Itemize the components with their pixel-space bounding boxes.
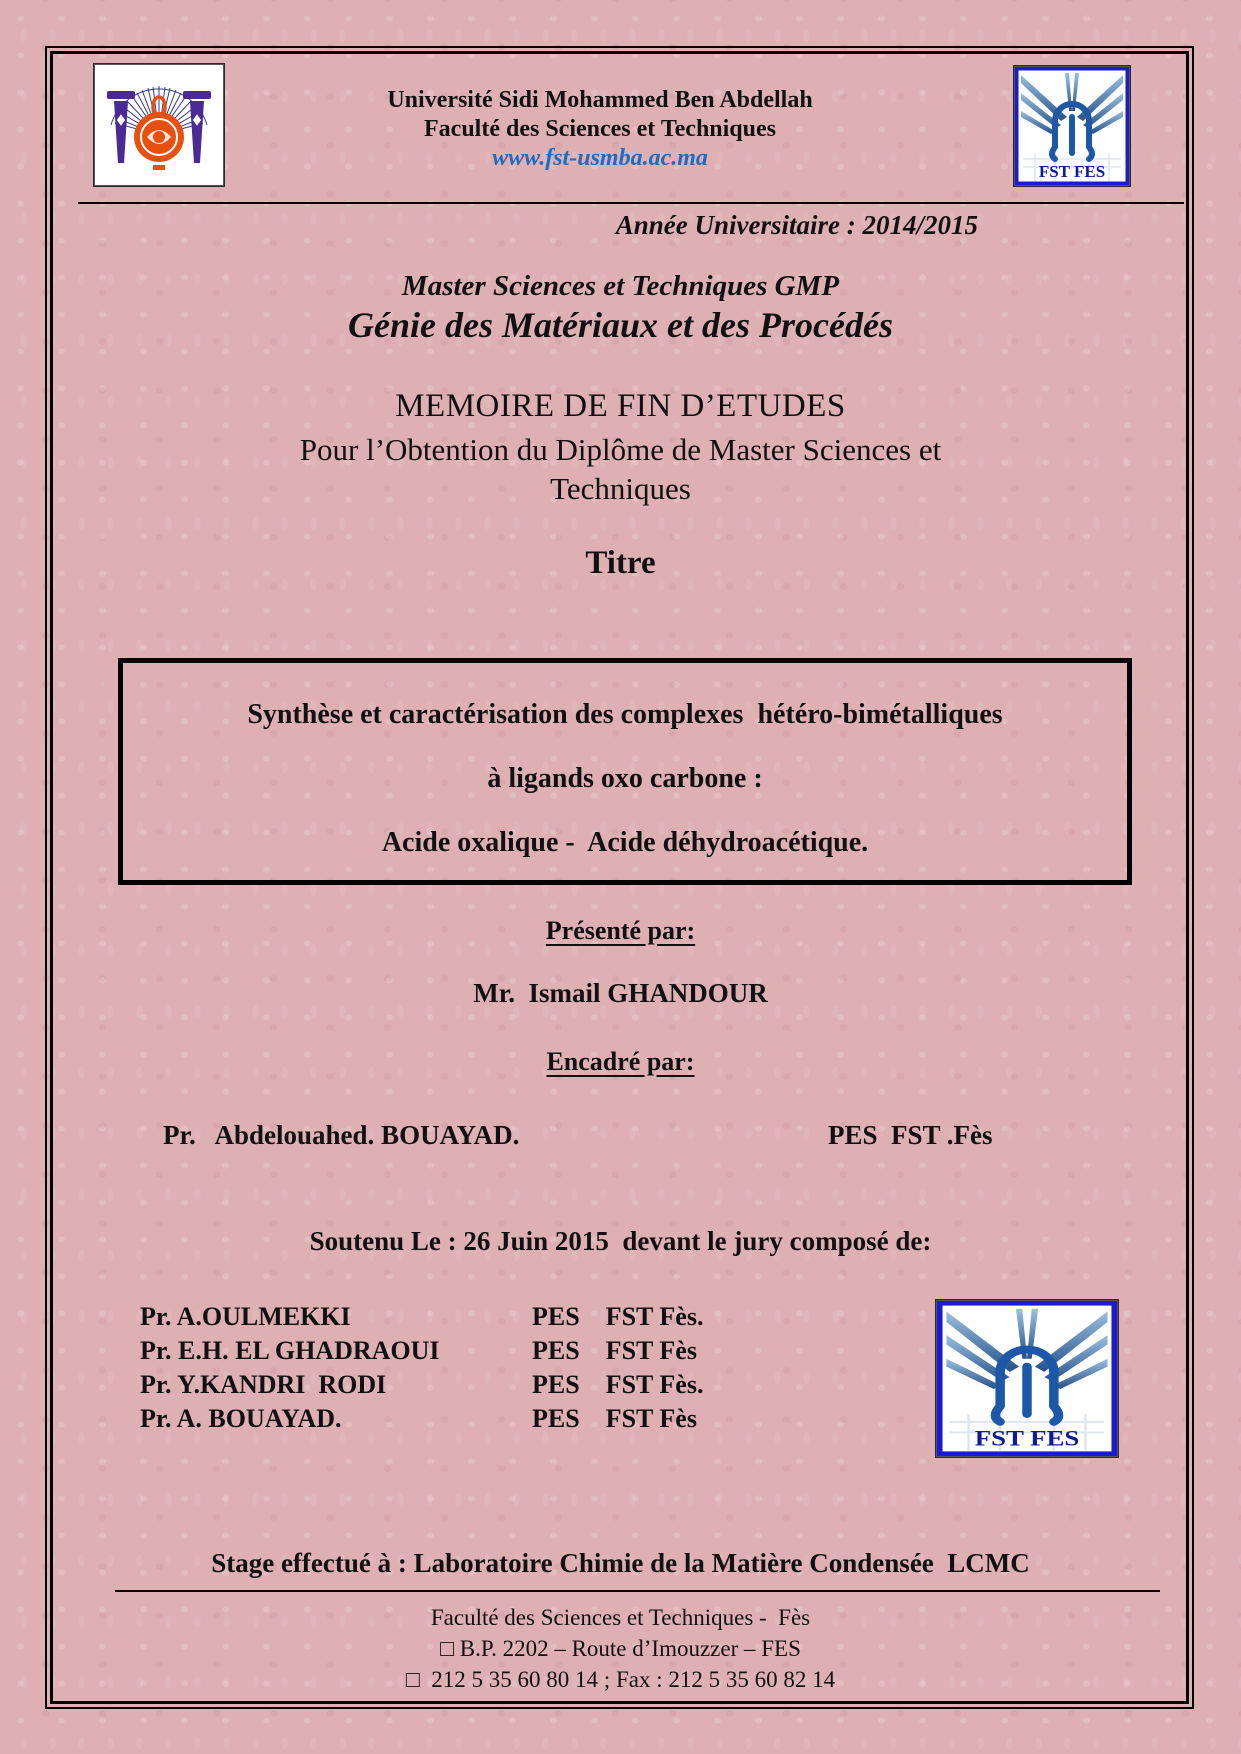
university-emblem-icon xyxy=(95,65,223,185)
memoire-subheading xyxy=(0,430,1241,508)
titre-label: Titre xyxy=(585,545,656,581)
defense-line: Soutenu Le : 26 Juin 2015 devant le jury composé de: xyxy=(309,1226,932,1256)
internship-line: Stage effectué à : Laboratoire Chimie de la Matière Condensée LCMC xyxy=(211,1548,1030,1578)
supervised-by-label: Encadré par: xyxy=(546,1047,695,1076)
faculty-name: Faculté des Sciences et Techniques xyxy=(424,116,776,142)
supervisor-name: Pr. Abdelouahed. BOUAYAD. xyxy=(163,1120,520,1150)
fst-fes-icon xyxy=(937,1301,1117,1456)
program-line-1: Master Sciences et Techniques GMP xyxy=(401,270,840,302)
header-rule xyxy=(78,202,1184,204)
thesis-title-line-2: à ligands oxo carbone : xyxy=(487,763,763,794)
fst-fes-logo-top xyxy=(1014,66,1130,186)
thesis-title-line-1: Synthèse et caractérisation des complexes hétéro-bimétalliques xyxy=(247,699,1003,730)
program-line-2: Génie des Matériaux et des Procédés xyxy=(348,305,893,345)
academic-year: Année Universitaire : 2014/2015 xyxy=(615,210,978,240)
fst-fes-logo-bottom xyxy=(936,1300,1118,1457)
jury-member-affiliation: PES FST Fès. xyxy=(532,1370,704,1399)
author-name: Mr. Ismail GHANDOUR xyxy=(473,978,768,1008)
university-name: Université Sidi Mohammed Ben Abdellah xyxy=(387,87,813,113)
thesis-title-line-3: Acide oxalique - Acide déhydroacétique. xyxy=(381,827,869,858)
fst-fes-label-top: FST FES xyxy=(1038,162,1106,181)
jury-member-affiliation: PES FST Fès xyxy=(532,1336,697,1365)
memoire-subheading-line-2: Techniques xyxy=(550,471,691,506)
fst-fes-label-bottom: FST FES xyxy=(974,1426,1080,1451)
thesis-title-box xyxy=(118,658,1132,885)
jury-member-name: Pr. E.H. EL GHADRAOUI xyxy=(140,1336,440,1365)
footer-rule xyxy=(115,1590,1160,1592)
jury-member-affiliation: PES FST Fès. xyxy=(532,1302,704,1331)
jury-member-name: Pr. A.OULMEKKI xyxy=(140,1302,351,1331)
jury-member-name: Pr. Y.KANDRI RODI xyxy=(140,1370,387,1399)
footer-faculty: Faculté des Sciences et Techniques - Fès xyxy=(430,1605,811,1630)
jury-member-name: Pr. A. BOUAYAD. xyxy=(140,1404,342,1433)
footer xyxy=(0,1602,1241,1695)
presented-by-label: Présenté par: xyxy=(545,916,696,945)
university-emblem-logo xyxy=(94,64,224,186)
fst-fes-icon xyxy=(1015,67,1129,185)
footer-phone: □ 212 5 35 60 80 14 ; Fax : 212 5 35 60 82 14 xyxy=(405,1667,836,1692)
memoire-subheading-line-1: Pour l’Obtention du Diplôme de Master Sciences et xyxy=(299,432,942,467)
header xyxy=(300,86,900,173)
website-link[interactable]: www.fst-usmba.ac.ma xyxy=(492,145,708,171)
memoire-heading: MEMOIRE DE FIN D’ETUDES xyxy=(395,388,846,424)
supervisor-affiliation: PES FST .Fès xyxy=(828,1120,993,1150)
footer-address: □ B.P. 2202 – Route d’Imouzzer – FES xyxy=(440,1636,801,1661)
jury-member-affiliation: PES FST Fès xyxy=(532,1404,697,1433)
